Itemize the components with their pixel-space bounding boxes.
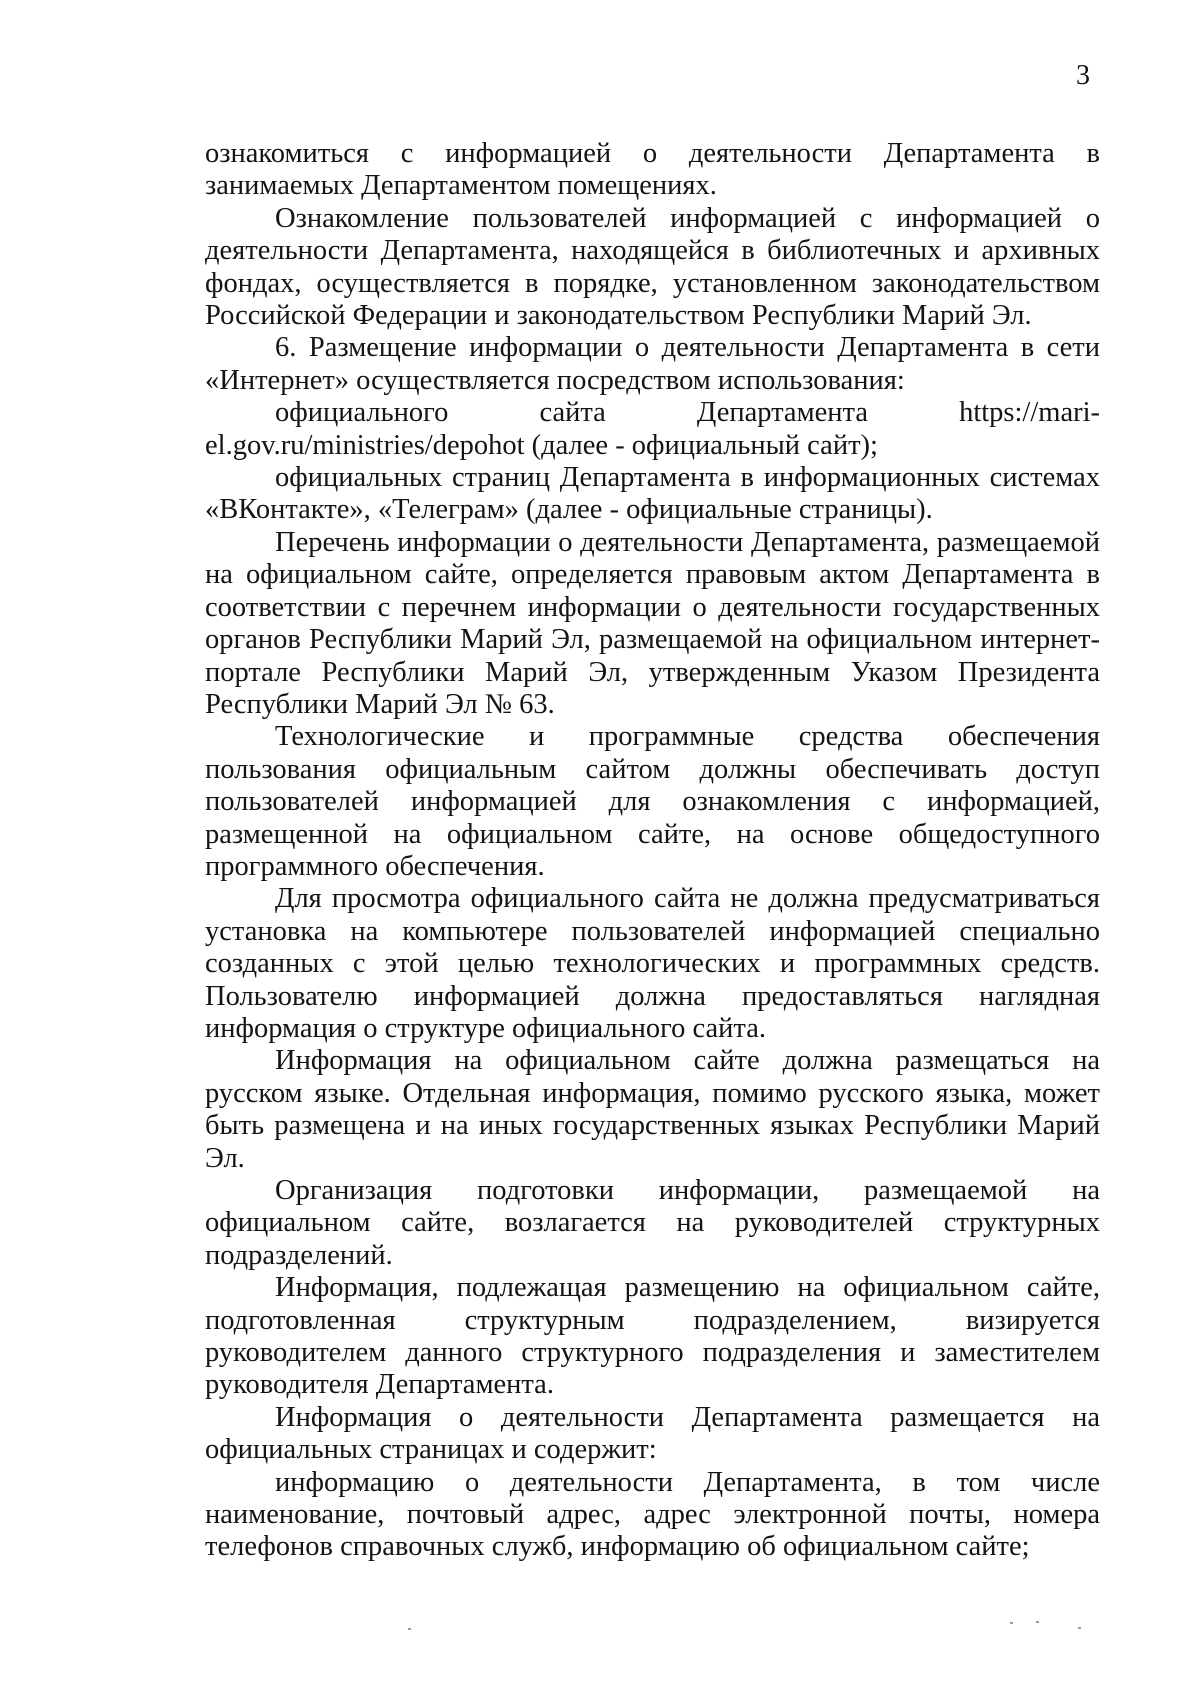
paragraph: информацию о деятельности Департамента, в том числе наименование, почтовый адрес, адрес электронной почты, номера телефонов справочных служб, информацию об официальном сайте;: [205, 1466, 1100, 1563]
paragraph: Организация подготовки информации, размещаемой на официальном сайте, возлагается на руководителей структурных подразделений.: [205, 1175, 1100, 1271]
paragraph: 6. Размещение информации о деятельности Департамента в сети «Интернет» осуществляется посредством использования:: [205, 332, 1100, 396]
paragraph: Технологические и программные средства обеспечения пользования официальным сайтом должны обеспечивать доступ пользователей информацией для ознакомления с информацией, размещенной на официальном сайте, на основе общедоступного программного обеспечения.: [205, 721, 1100, 882]
paragraph: Перечень информации о деятельности Департамента, размещаемой на официальном сайте, определяется правовым актом Департамента в соответствии с перечнем информации о деятельности государственных органов Республики Марий Эл, размещаемой на официальном интернет-портале Республики Марий Эл, утвержденным Указом Президента Республики Марий Эл № 63.: [205, 526, 1100, 720]
scan-speck: [1078, 1627, 1081, 1629]
paragraph: официальных страниц Департамента в информационных системах «ВКонтакте», «Телеграм» (далее - официальные страницы).: [205, 462, 1100, 526]
paragraph: Информация о деятельности Департамента размещается на официальных страницах и содержит:: [205, 1401, 1100, 1466]
paragraph: Ознакомление пользователей информацией с информацией о деятельности Департамента, находящейся в библиотечных и архивных фондах, осуществляется в порядке, установленном законодательством Российской Федерации и законодательством Республики Марий Эл.: [205, 202, 1100, 332]
page-number: 3: [1076, 60, 1090, 91]
paragraph: ознакомиться с информацией о деятельности Департамента в занимаемых Департаментом помещениях.: [205, 138, 1100, 202]
scan-speck: [408, 1628, 411, 1630]
paragraph: Для просмотра официального сайта не должна предусматриваться установка на компьютере пользователей информацией специально созданных с этой целью технологических и программных средств. Пользователю информацией должна предоставляться наглядная информация о структуре официального сайта.: [205, 883, 1100, 1044]
paragraph: Информация, подлежащая размещению на официальном сайте, подготовленная структурным подразделением, визируется руководителем данного структурного подразделения и заместителем руководителя Департамента.: [205, 1272, 1100, 1401]
scan-speck: [1036, 1621, 1039, 1623]
paragraph: Информация на официальном сайте должна размещаться на русском языке. Отдельная информация, помимо русского языка, может быть размещена и на иных государственных языках Республики Марий Эл.: [205, 1045, 1100, 1174]
document-body: [205, 138, 1100, 1564]
paragraph: официального сайта Департамента https://mari-el.gov.ru/ministries/depohot (далее - официальный сайт);: [205, 397, 1100, 461]
scan-speck: [1010, 1622, 1013, 1624]
